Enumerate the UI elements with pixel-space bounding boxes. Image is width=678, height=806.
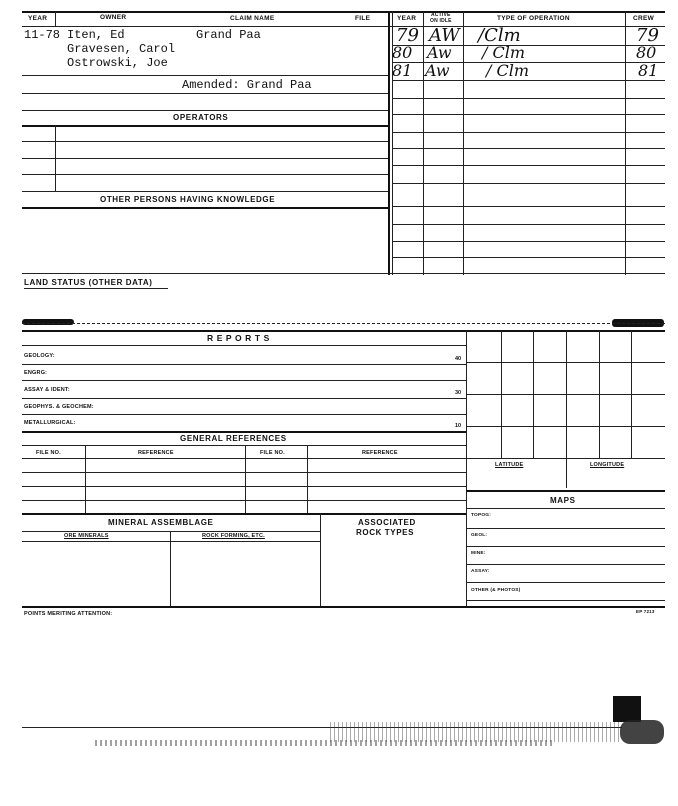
rule — [22, 458, 466, 459]
smudge — [22, 319, 74, 325]
op-status-2: Aw — [427, 43, 452, 62]
rule — [392, 257, 665, 258]
rule — [307, 445, 308, 513]
rule — [22, 364, 466, 365]
associated-label: ASSOCIATED — [358, 518, 416, 527]
op-year-1: 79 — [396, 25, 419, 46]
rule — [392, 241, 665, 242]
report-num-assay: 30 — [455, 390, 462, 396]
header-file: FILE — [355, 15, 371, 22]
rule — [22, 445, 466, 446]
rule — [22, 207, 388, 209]
rule — [566, 330, 567, 488]
rule — [392, 80, 665, 81]
rule — [22, 174, 388, 175]
rule — [22, 11, 665, 13]
header-owner: OWNER — [100, 14, 127, 21]
op-type-1: /Clm — [478, 25, 521, 46]
ref-col-file-no-1: FILE NO. — [36, 450, 61, 456]
rule — [392, 165, 665, 166]
maps-mine: MINE: — [471, 551, 486, 556]
report-geophys: GEOPHYS. & GEOCHEM: — [24, 404, 94, 410]
rule — [22, 93, 388, 94]
dark-mark — [613, 696, 641, 722]
rule — [466, 528, 665, 529]
rule — [22, 486, 466, 487]
rule — [463, 11, 464, 275]
owner-2: Gravesen, Carol — [67, 42, 176, 56]
rule — [466, 394, 665, 395]
rule — [22, 398, 466, 399]
rule — [320, 513, 321, 606]
ref-col-file-no-2: FILE NO. — [260, 450, 285, 456]
report-num-metallurgical: 10 — [455, 423, 462, 429]
report-assay: ASSAY & IDENT: — [24, 387, 70, 393]
rule — [466, 426, 665, 427]
rule — [22, 75, 388, 76]
rule — [466, 458, 665, 459]
rule — [22, 414, 466, 415]
longitude-label: LONGITUDE — [590, 462, 625, 468]
rule — [22, 541, 320, 542]
report-metallurgical: METALLURGICAL: — [24, 420, 76, 426]
maps-assay: ASSAY: — [471, 569, 490, 574]
rule — [388, 11, 390, 275]
entry-year: 11-78 — [24, 28, 61, 42]
rule — [392, 148, 665, 149]
rule — [22, 158, 388, 159]
smudge — [620, 720, 664, 744]
mineral-assemblage-title: MINERAL ASSEMBLAGE — [108, 518, 214, 527]
ref-col-reference-2: REFERENCE — [362, 450, 398, 456]
rule — [22, 500, 466, 501]
rule — [22, 125, 388, 127]
maps-other: OTHER (& PHOTOS) — [471, 588, 521, 593]
points-meriting-attention: POINTS MERITING ATTENTION: — [24, 611, 113, 617]
rule — [466, 490, 665, 492]
rock-types-label: ROCK TYPES — [356, 528, 415, 537]
op-year-2: 80 — [392, 43, 413, 62]
rule — [423, 11, 424, 275]
rock-forming-label: ROCK FORMING, ETC. — [202, 533, 265, 539]
rule — [392, 98, 665, 99]
rule — [85, 445, 86, 513]
general-references-title: GENERAL REFERENCES — [180, 434, 287, 443]
header-crew: CREW — [633, 15, 655, 22]
rule — [22, 431, 466, 433]
rule — [22, 345, 466, 346]
rule — [392, 224, 665, 225]
header-active: ACTIVE — [431, 12, 451, 18]
scan-noise — [330, 722, 620, 742]
report-geology: GEOLOGY: — [24, 353, 55, 359]
rule — [466, 362, 665, 363]
rule — [245, 445, 246, 513]
rule — [170, 531, 171, 606]
rule — [24, 288, 168, 289]
rule — [466, 582, 665, 583]
rule — [466, 564, 665, 565]
operators-label: OPERATORS — [173, 113, 229, 122]
reports-title: R E P O R T S — [207, 333, 270, 343]
op-status-3: Aw — [425, 61, 450, 80]
form-number: EP 7213 — [636, 609, 655, 614]
knowledge-label: OTHER PERSONS HAVING KNOWLEDGE — [100, 195, 276, 204]
rule — [55, 125, 56, 191]
rule — [22, 330, 665, 332]
header-year: YEAR — [28, 15, 48, 22]
header-claim-name: CLAIM NAME — [230, 15, 275, 22]
maps-title: MAPS — [550, 496, 576, 505]
rule — [22, 110, 388, 111]
latitude-label: LATITUDE — [495, 462, 524, 468]
op-crew-3: 81 — [638, 61, 659, 80]
rule — [22, 26, 665, 27]
land-status-label: LAND STATUS (OTHER DATA) — [24, 278, 153, 287]
rule — [22, 323, 665, 324]
op-crew-2: 80 — [636, 43, 657, 62]
owner-3: Ostrowski, Joe — [67, 56, 168, 70]
rule — [22, 273, 665, 274]
ore-minerals-label: ORE MINERALS — [64, 533, 109, 539]
rule — [22, 380, 466, 381]
maps-geol: GEOL: — [471, 533, 488, 538]
rule — [55, 11, 56, 26]
report-num-geology: 40 — [455, 356, 462, 362]
rule — [392, 183, 665, 184]
header-type-of-operation: TYPE OF OPERATION — [497, 15, 570, 22]
rule — [466, 508, 665, 509]
op-status-1: AW — [429, 25, 460, 46]
rule — [22, 191, 388, 192]
op-crew-1: 79 — [636, 25, 659, 46]
rule — [625, 11, 626, 275]
rule — [392, 206, 665, 207]
op-type-2: / Clm — [482, 43, 526, 62]
claim-name: Grand Paa — [196, 28, 261, 42]
report-engrg: ENGRG: — [24, 370, 48, 376]
op-year-3: 81 — [392, 61, 413, 80]
rule — [22, 531, 320, 532]
amended-claim: Amended: Grand Paa — [182, 78, 312, 92]
rule — [22, 141, 388, 142]
rule — [392, 114, 665, 115]
rule — [22, 472, 466, 473]
header-on-idle: ON IDLE — [430, 18, 452, 24]
rule — [392, 132, 665, 133]
owner-1: Iten, Ed — [67, 28, 125, 42]
header-year-2: YEAR — [397, 15, 417, 22]
ref-col-reference-1: REFERENCE — [138, 450, 174, 456]
rule — [466, 600, 665, 601]
op-type-3: / Clm — [486, 61, 530, 80]
rule — [466, 546, 665, 547]
rule — [22, 513, 466, 515]
maps-topog: TOPOG: — [471, 513, 492, 518]
rule — [22, 606, 665, 608]
